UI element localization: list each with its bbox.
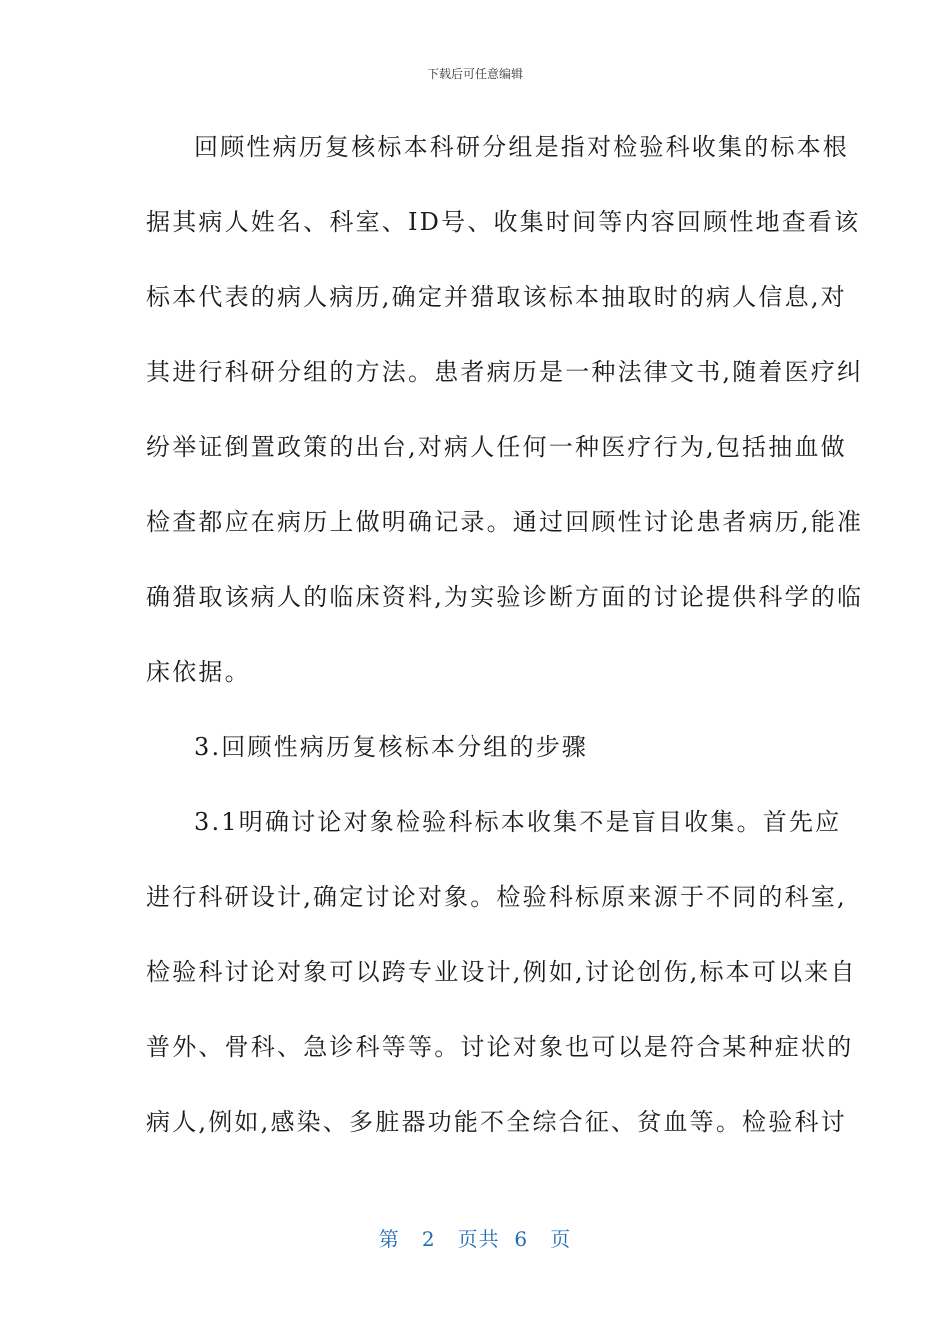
footer-prefix: 第 — [378, 1227, 400, 1251]
text-line: 其进行科研分组的方法。患者病历是一种法律文书,随着医疗纠 — [146, 358, 864, 386]
footer-suffix: 页 — [550, 1227, 572, 1251]
text-line: 3.1明确讨论对象检验科标本收集不是盲目收集。首先应 — [194, 808, 842, 836]
page-header-note: 下载后可任意编辑 — [426, 67, 523, 81]
document-body — [146, 125, 864, 1175]
text-line: 床依据。 — [146, 658, 251, 686]
page-number-footer — [0, 1226, 950, 1252]
text-line: 确猎取该病人的临床资料,为实验诊断方面的讨论提供科学的临 — [146, 583, 864, 611]
section-heading: 3.回顾性病历复核标本分组的步骤 — [194, 733, 589, 761]
current-page-number: 2 — [421, 1227, 436, 1251]
text-line: 据其病人姓名、科室、ID号、收集时间等内容回顾性地查看该 — [146, 208, 861, 236]
text-line: 普外、骨科、急诊科等等。讨论对象也可以是符合某种症状的 — [146, 1033, 854, 1061]
text-line: 标本代表的病人病历,确定并猎取该标本抽取时的病人信息,对 — [146, 283, 847, 311]
footer-middle: 页共 — [457, 1227, 500, 1251]
total-pages-number: 6 — [514, 1227, 529, 1251]
text-line: 检查都应在病历上做明确记录。通过回顾性讨论患者病历,能准 — [146, 508, 864, 536]
text-line: 回顾性病历复核标本科研分组是指对检验科收集的标本根 — [194, 133, 849, 161]
text-line: 病人,例如,感染、多脏器功能不全综合征、贫血等。检验科讨 — [146, 1108, 847, 1136]
text-line: 进行科研设计,确定讨论对象。检验科标原来源于不同的科室, — [146, 883, 847, 911]
text-line: 检验科讨论对象可以跨专业设计,例如,讨论创伤,标本可以来自 — [146, 958, 857, 986]
text-line: 纷举证倒置政策的出台,对病人任何一种医疗行为,包括抽血做 — [146, 433, 847, 461]
